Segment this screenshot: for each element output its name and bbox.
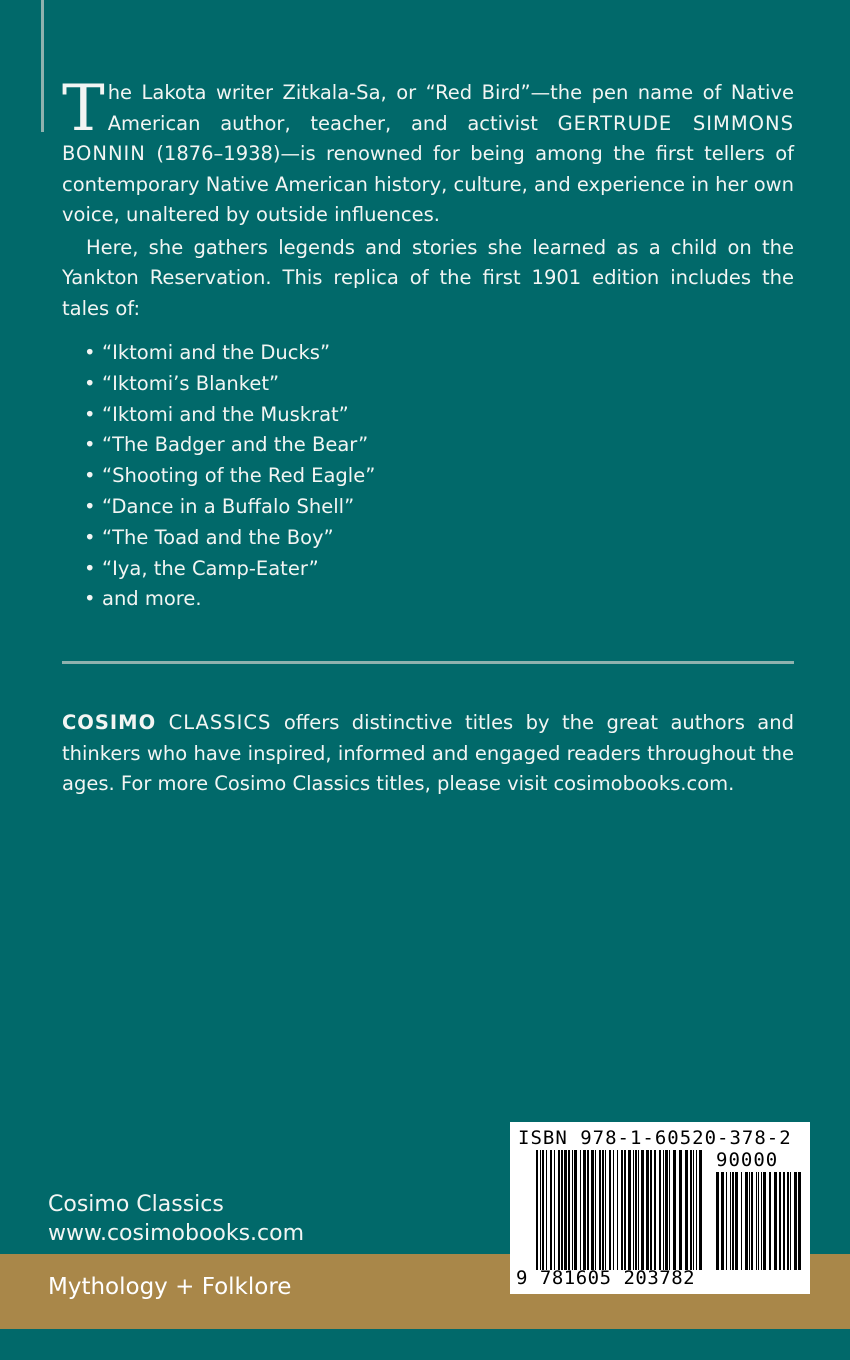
bullet-icon: • [84,464,96,488]
barcode-bar [546,1150,547,1270]
tale-item [84,461,794,492]
barcode-bar [663,1150,664,1270]
barcode-bar [659,1150,661,1270]
barcode-bar [561,1150,563,1270]
barcode-bar [609,1150,611,1270]
barcode-bar [540,1150,541,1270]
barcode-bar [542,1150,544,1270]
barcode-bar [580,1150,581,1270]
barcode-bar [726,1172,727,1270]
barcode-bar [595,1150,596,1270]
tale-title: “Dance in a Buffalo Shell” [102,494,355,518]
barcode-bar [654,1150,656,1270]
tales-list [62,338,794,615]
barcode-bar [673,1150,676,1270]
barcode-bar [583,1150,586,1270]
tale-item [84,400,794,431]
barcode-bar [599,1150,601,1270]
bullet-icon: • [84,341,96,364]
tale-title: “Shooting of the Red Eagle” [102,464,376,488]
tale-item [84,430,794,461]
tale-title: “Iya, the Camp-Eater” [102,556,319,580]
bullet-icon: • [84,587,96,611]
barcode-bar [665,1150,668,1270]
barcode-bar [628,1150,631,1270]
barcode-bar [669,1150,670,1270]
barcode-bar [699,1150,702,1270]
barcode-bar [693,1150,694,1270]
barcode-bar [730,1172,731,1270]
barcode-bar [646,1150,649,1270]
author-name: GERTRUDE SIMMONS BONNIN [62,111,794,165]
barcode-bar [572,1150,573,1270]
barcode-bar [633,1150,634,1270]
drop-cap: T [62,72,105,146]
barcode-bar [749,1172,750,1270]
barcode-bar [761,1172,762,1270]
tale-title: “The Badger and the Bear” [102,433,369,457]
tale-item [84,523,794,554]
price-code: 90000 [716,1149,779,1171]
barcode-bar [602,1150,604,1270]
publisher-name: Cosimo Classics [48,1192,224,1217]
barcode-bar [794,1172,797,1270]
classics-text: offers distinctive titles by the great authors and thinkers who have inspired, informed and engaged readers throughout the ages. For more Cosimo Classics titles, please visit cosimobooks.com. [62,711,794,795]
barcode-bar [745,1172,748,1270]
barcode-bar [685,1150,688,1270]
barcode-bar [536,1150,538,1270]
barcode-bar [574,1150,577,1270]
barcode-bar [790,1172,791,1270]
intro-paragraph [62,72,794,231]
cosimo-classics-blurb [62,708,794,800]
barcode-bar [554,1150,555,1270]
barcode-bar [783,1172,785,1270]
addon-barcode-bars [716,1172,802,1270]
barcode-bar [751,1172,753,1270]
barcode-bar [721,1172,724,1270]
classics-brand: CLASSICS [168,711,272,734]
barcode-bar [758,1172,759,1270]
barcode-bar [550,1150,552,1270]
cosimo-brand: COSIMO [62,711,157,734]
tale-title: “Iktomi’s Blanket” [102,371,280,395]
edge-rule [41,0,44,132]
barcode-bar [635,1150,637,1270]
barcode-bar [587,1150,589,1270]
barcode-number: 9 781605 203782 [516,1267,696,1289]
tale-item [84,554,794,585]
tale-item [84,338,794,369]
tale-title: and more. [102,587,202,611]
tales-intro-text: Here, she gathers legends and stories she learned as a child on the Yankton Reservation. This replica of the first 1901 edition includes the tales of: [62,235,794,320]
intro-text-end: (1876–1938)—is renowned for being among the first tellers of contemporary Native American history, culture, and experience in her own voice, unaltered by outside influences. [62,142,794,226]
barcode-bar [756,1172,757,1270]
barcode-bar [641,1150,644,1270]
barcode-bar [624,1150,626,1270]
barcode-bar [763,1172,766,1270]
barcode-bar [735,1172,738,1270]
tale-item [84,369,794,400]
ean-barcode-bars [536,1150,708,1270]
bullet-icon: • [84,494,96,518]
barcode-bar [769,1172,771,1270]
tale-item [84,492,794,523]
barcode-bar [787,1172,789,1270]
isbn-barcode [510,1122,810,1294]
barcode-bar [621,1150,623,1270]
tale-title: “The Toad and the Boy” [102,525,334,549]
barcode-bar [613,1150,614,1270]
isbn-label: ISBN 978-1-60520-378-2 [518,1127,792,1149]
bullet-icon: • [84,402,96,426]
barcode-bar [605,1150,606,1270]
barcode-bar [591,1150,594,1270]
barcode-bar [732,1172,734,1270]
barcode-bar [741,1172,742,1270]
tale-title: “Iktomi and the Ducks” [102,341,331,364]
section-divider [62,661,794,664]
barcode-bar [617,1150,618,1270]
bullet-icon: • [84,371,96,395]
barcode-bar [564,1150,567,1270]
bullet-icon: • [84,525,96,549]
barcode-bar [696,1150,697,1270]
barcode-bar [798,1172,801,1270]
barcode-bar [650,1150,652,1270]
barcode-bar [779,1172,781,1270]
barcode-bar [638,1150,639,1270]
publisher-url: www.cosimobooks.com [48,1221,305,1246]
barcode-bar [679,1150,682,1270]
barcode-bar [558,1150,560,1270]
subject-category: Mythology + Folklore [48,1274,292,1300]
barcode-bar [690,1150,692,1270]
bullet-icon: • [84,433,96,457]
tale-title: “Iktomi and the Muskrat” [102,402,349,426]
tale-item [84,584,794,615]
tales-intro-paragraph [62,233,794,325]
barcode-bar [716,1172,719,1270]
intro-text-start: he Lakota writer Zitkala-Sa, or “Red Bird”—the pen name of Native American author, teacher, and activist [107,81,794,135]
description-blurb [62,72,794,615]
bullet-icon: • [84,556,96,580]
barcode-bar [774,1172,777,1270]
publisher-imprint [48,1190,304,1248]
barcode-bar [568,1150,570,1270]
